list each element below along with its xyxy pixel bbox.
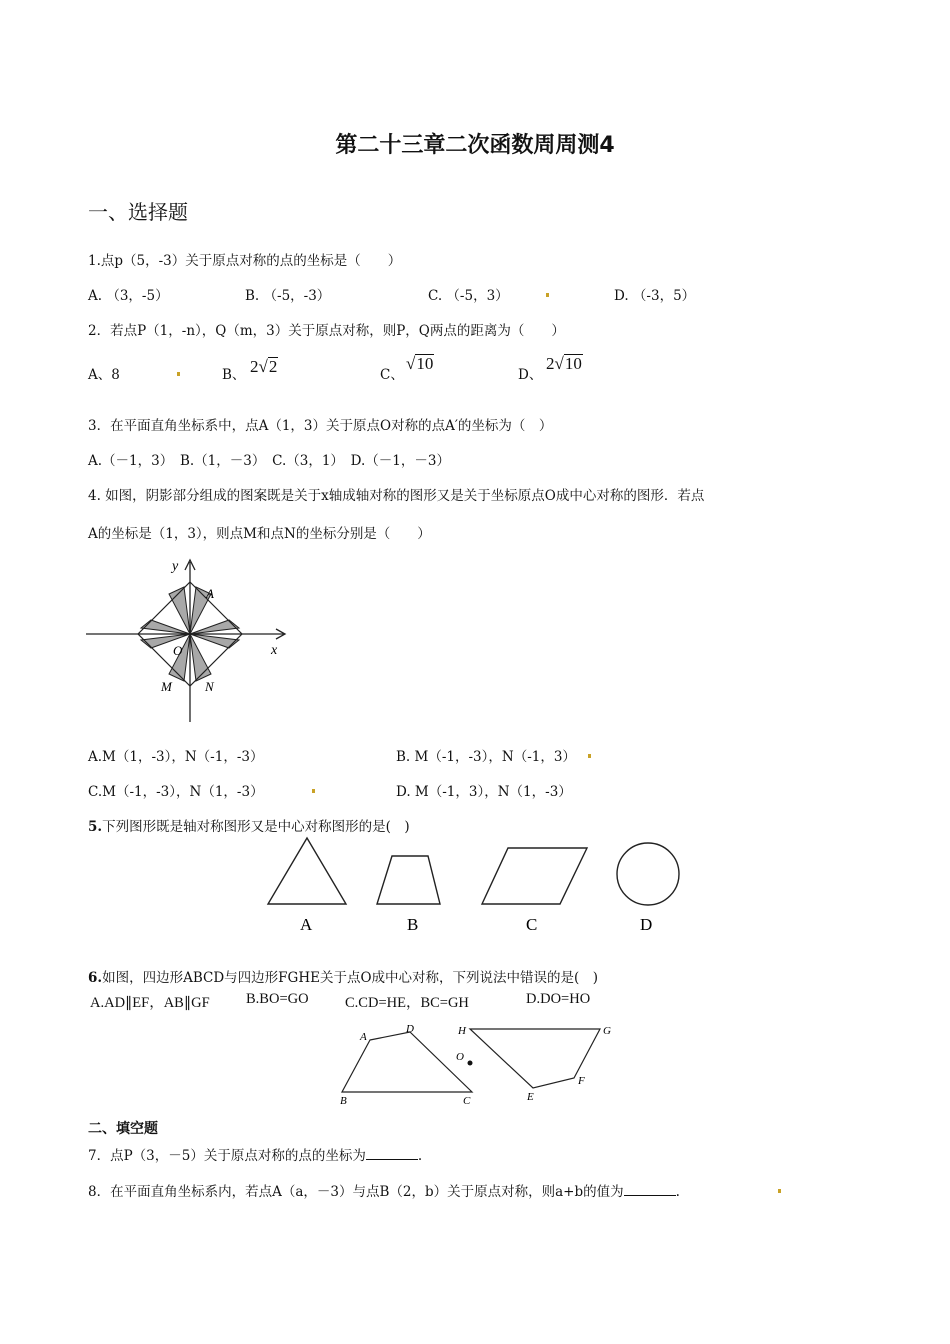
shape-label-b: B — [407, 915, 419, 934]
q6-stem — [88, 966, 598, 986]
q2-stem: 2．若点P（1，-n），Q（m，3）关于原点对称，则P，Q两点的距离为（ ） — [88, 323, 565, 339]
q6-option-c: C.CD=HE，BC=GH — [345, 995, 469, 1011]
section-choice-heading: 一、选择题 — [88, 200, 188, 224]
q7-answer-blank — [366, 1147, 418, 1160]
q1-option-a: A. （3，-5） — [88, 288, 169, 304]
q2-b-radicand: 2 — [268, 357, 278, 376]
q1-option-d: D. （-3，5） — [614, 288, 696, 304]
marker-dot — [588, 754, 591, 758]
page-title: 第二十三章二次函数周周测4 — [335, 133, 615, 158]
point-a-label: A — [206, 586, 214, 601]
label-c: C — [463, 1095, 471, 1107]
y-axis-label: y — [172, 559, 179, 574]
q2-option-c-label: C、 — [380, 367, 404, 383]
origin-label: O — [173, 643, 183, 658]
q8-answer-blank — [624, 1183, 676, 1196]
q3-stem: 3．在平面直角坐标系中，点A（1，3）关于原点O对称的点A′的坐标为（ ） — [88, 418, 553, 434]
shape-label-a: A — [300, 915, 313, 934]
parallelogram-shape — [482, 848, 587, 904]
radical-sign: √ — [554, 354, 564, 373]
point-n-label: N — [205, 679, 214, 694]
q6-option-b: B.BO=GO — [246, 991, 309, 1007]
q2-option-d-label: D、 — [518, 367, 543, 383]
q4-option-a: A.M（1，-3），N（-1，-3） — [88, 749, 264, 765]
q1-option-c: C. （-5，3） — [428, 288, 509, 304]
marker-dot — [546, 293, 549, 297]
q1-stem: 1.点p（5，-3）关于原点对称的点的坐标是（ ） — [88, 253, 402, 269]
q8 — [88, 1180, 680, 1200]
q3-options: A.（－1，3） B.（1，－3） C.（3，1） D.（－1，－3） — [88, 453, 450, 469]
q8-end: . — [675, 1184, 680, 1200]
section-fill-heading: 二、填空题 — [88, 1121, 158, 1137]
q2-d-coef: 2 — [546, 354, 555, 373]
q5-figure — [262, 832, 692, 942]
q5-number: 5. — [88, 819, 103, 835]
q2-c-radicand: 10 — [416, 354, 434, 373]
q2-option-b-value — [250, 357, 278, 377]
q6-number: 6. — [88, 970, 103, 986]
q7-end: . — [417, 1148, 423, 1164]
shape-label-c: C — [526, 915, 538, 934]
q2-d-radicand: 10 — [564, 354, 582, 373]
q4-option-c: C.M（-1，-3），N（1，-3） — [88, 784, 264, 800]
label-b: B — [340, 1095, 347, 1107]
marker-dot — [778, 1189, 781, 1193]
label-h: H — [458, 1025, 466, 1037]
q7-stem: 7．点P（3，－5）关于原点对称的点的坐标为 — [88, 1148, 366, 1164]
q5-text: 下列图形既是轴对称图形又是中心对称图形的是( ) — [102, 819, 410, 835]
label-f: F — [578, 1075, 585, 1087]
q4-option-b: B. M（-1，-3），N（-1，3） — [396, 749, 576, 765]
label-o: O — [456, 1051, 464, 1063]
label-g: G — [603, 1025, 611, 1037]
circle-shape — [617, 843, 679, 905]
q2-b-coef: 2 — [250, 357, 259, 376]
marker-dot — [177, 372, 180, 376]
q6-option-a: A.AD∥EF，AB∥GF — [90, 995, 210, 1011]
center-point-o — [468, 1061, 473, 1066]
q6-option-d: D.DO=HO — [526, 991, 591, 1007]
q1-option-b: B. （-5，-3） — [245, 288, 331, 304]
triangle-shape — [268, 838, 346, 904]
q2-option-b-label: B、 — [222, 367, 246, 383]
q2-option-c-value — [406, 354, 434, 374]
q4-figure — [84, 554, 294, 726]
point-m-label: M — [161, 679, 172, 694]
q4-stem-line1: 4. 如图，阴影部分组成的图案既是关于x轴成轴对称的图形又是关于坐标原点O成中心对称的图形．若点 — [88, 488, 705, 504]
q2-option-a: A、8 — [88, 367, 120, 383]
q7 — [88, 1144, 422, 1164]
marker-dot — [312, 789, 315, 793]
q6-text: 如图，四边形ABCD与四边形FGHE关于点O成中心对称，下列说法中错误的是( ) — [102, 970, 599, 986]
x-axis-label: x — [271, 643, 278, 658]
label-a: A — [360, 1031, 367, 1043]
radical-sign: √ — [258, 357, 268, 376]
label-e: E — [527, 1091, 534, 1103]
shape-label-d: D — [640, 915, 653, 934]
label-d: D — [406, 1023, 414, 1035]
q8-stem: 8．在平面直角坐标系内，若点A（a，－3）与点B（2，b）关于原点对称，则a+b的值为 — [88, 1184, 624, 1200]
q2-option-d-value — [546, 354, 583, 374]
radical-sign: √ — [406, 354, 416, 373]
trapezoid-shape — [377, 856, 440, 904]
q4-option-d: D. M（-1，3），N（1，-3） — [396, 784, 572, 800]
q4-stem-line2: A的坐标是（1，3），则点M和点N的坐标分别是（ ） — [88, 526, 431, 542]
q6-figure — [334, 1020, 624, 1108]
